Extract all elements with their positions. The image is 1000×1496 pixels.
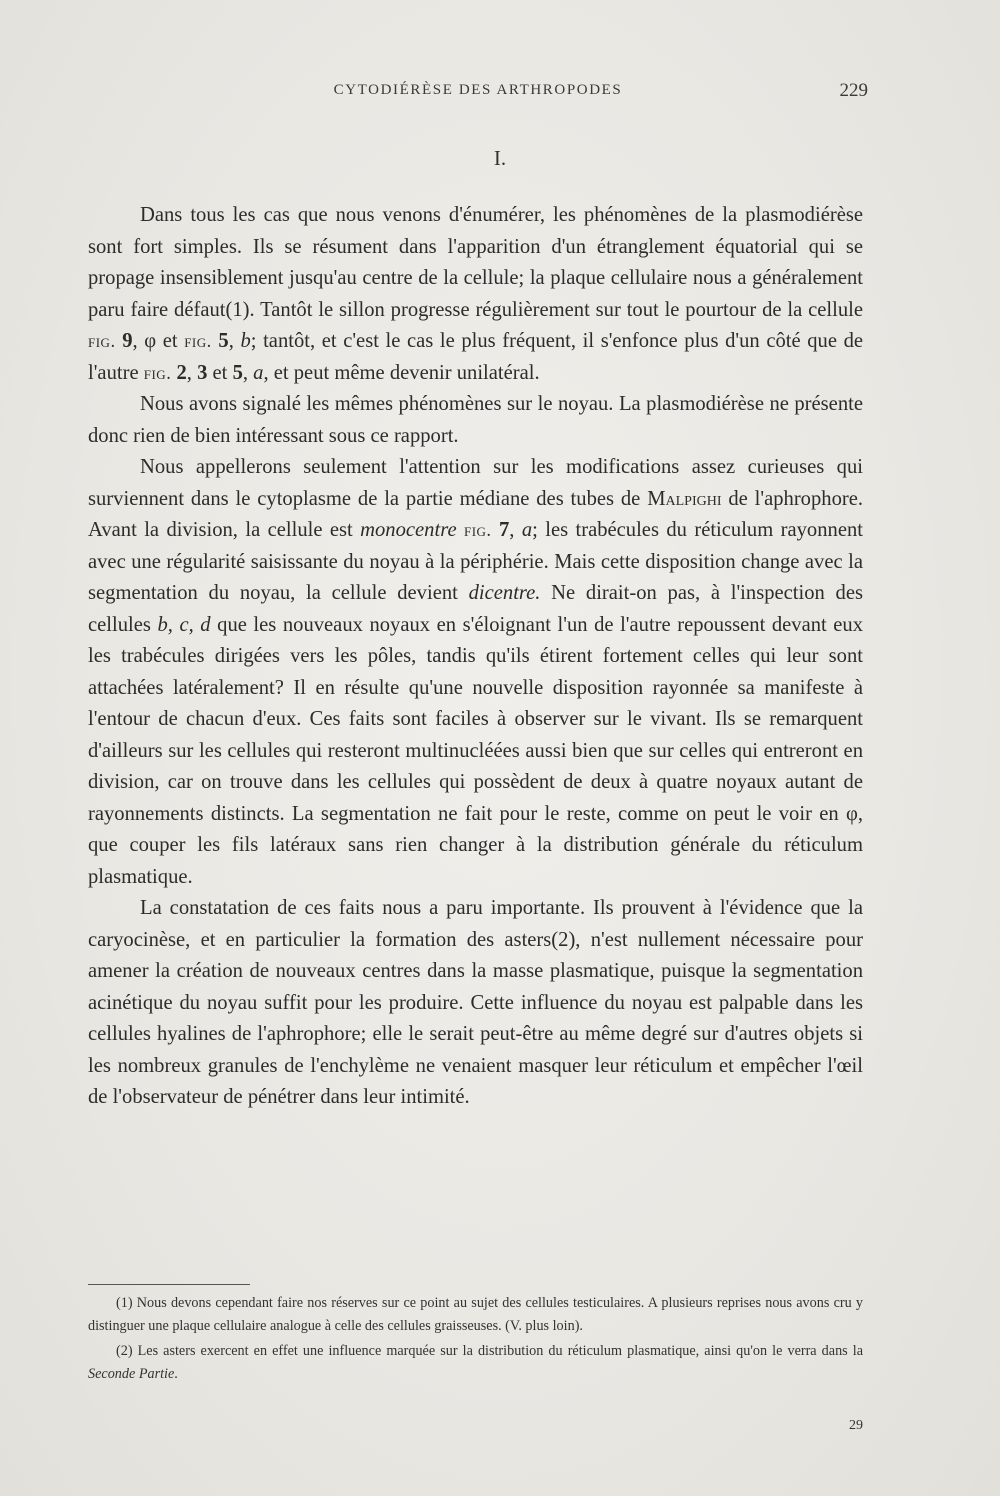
text-run: , <box>242 361 254 384</box>
figure-number: 5 <box>232 361 243 384</box>
running-head <box>88 80 868 104</box>
footnotes <box>88 1292 863 1388</box>
body-text <box>88 200 863 1114</box>
figure-ref: fig. <box>143 362 172 384</box>
figure-number: 3 <box>197 361 208 384</box>
figure-letter: a <box>521 519 533 541</box>
page-number: 229 <box>839 80 868 101</box>
text-run: Nous appellerons seulement l'attention sur les modifications assez curieuses qui surviennent dans le cytoplasme de la partie médiane des tubes de <box>88 456 863 510</box>
figure-number: 9 <box>122 330 133 352</box>
figure-letter: b <box>240 330 251 352</box>
running-title: CYTODIÉRÈSE DES ARTHROPODES <box>333 82 623 98</box>
footnote-rule <box>88 1284 250 1285</box>
figure-number: 5 <box>218 330 229 352</box>
figure-ref: fig. <box>88 331 116 352</box>
text-run: Ne dirait-on pas, à l'inspection des cellules <box>88 582 863 636</box>
paragraph-3 <box>88 452 863 893</box>
text-run: (2) Les asters exercent en effet une influence marquée sur la distribution du réticulum plasmatique, ainsi qu'on le verra dans la <box>116 1343 863 1359</box>
footnote-1: (1) Nous devons cependant faire nos réserves sur ce point au sujet des cellules testiculaires. A plusieurs reprises nous avons cru y distinguer une plaque cellulaire analogue à celle des cellules graisseuses. (V. plus loin). <box>88 1295 863 1334</box>
figure-number: 2 <box>176 361 187 384</box>
paragraph-1 <box>88 200 863 389</box>
signature-mark: 29 <box>849 1418 863 1433</box>
italic-term: Seconde Partie <box>88 1366 175 1382</box>
figure-ref: fig. <box>184 331 212 352</box>
text-run <box>457 519 464 541</box>
text-run: . <box>174 1366 178 1382</box>
text-run: , et peut même devenir unilatéral. <box>263 361 540 384</box>
footnote-2 <box>88 1340 863 1386</box>
figure-number: 7 <box>498 519 510 541</box>
figure-letter: b, c, d <box>157 613 211 636</box>
text-run: ; les trabécules du réticulum rayonnent avec une régularité saisissante du noyau à la périphérie. Mais cette disposition change avec la segmentation du noyau, la cellule devient <box>88 519 863 604</box>
text-run: et <box>207 361 233 384</box>
paragraph-4: La constatation de ces faits nous a paru importante. Ils prouvent à l'évidence que la caryocinèse, et en particulier la formation des asters(2), n'est nullement nécessaire pour amener la création de nouveaux centres dans la masse plasmatique, puisque la segmentation acinétique du noyau suffit pour les produire. Cette influence du noyau est palpable dans les cellules hyalines de l'aphrophore; elle le serait peut-être au même degré sur d'autres objets si les nombreux granules de l'enchylème ne venaient masquer leur réticulum et empêcher l'œil de l'observateur de pénétrer dans leur intimité. <box>88 897 863 1108</box>
section-numeral: I. <box>493 146 507 170</box>
text-run: , <box>509 519 522 541</box>
figure-letter: a <box>253 361 264 384</box>
figure-ref: fig. <box>463 520 492 541</box>
italic-term: dicentre. <box>468 582 541 604</box>
text-run: que les nouveaux noyaux en s'éloignant l'un de l'autre repoussent devant eux les trabécules dirigées vers les pôles, tandis qu'ils étirent fortement celles qui leur sont attachées latéralement? Il en résulte qu'une nouvelle disposition rayonnée sa manifeste à l'entour de chacun d'eux. Ces faits sont faciles à observer sur le vivant. Ils se remarquent d'ailleurs sur les cellules qui resteront multinucléées aussi bien que sur celles qui entreront en division, car on trouve dans les cellules qui possèdent de deux à quatre noyaux autant de rayonnements distincts. La segmentation ne fait pour le reste, comme on peut le voir en φ, que couper les fils latéraux sans rien changer à la distribution générale du réticulum plasmatique. <box>88 613 864 888</box>
text-run: , <box>186 361 198 384</box>
paragraph-2: Nous avons signalé les mêmes phénomènes sur le noyau. La plasmodiérèse ne présente donc rien de bien intéressant sous ce rapport. <box>88 393 863 447</box>
text-run: , <box>228 330 241 352</box>
text-run: , φ et <box>132 330 185 352</box>
text-run: Dans tous les cas que nous venons d'énumérer, les phénomènes de la plasmodiérèse sont fort simples. Ils se résument dans l'apparition d'un étranglement équatorial qui se propage insensiblement jusqu'au centre de la cellule; la plaque cellulaire nous a généralement paru faire défaut(1). Tantôt le sillon progresse régulièrement sur tout le pourtour de la cellule <box>88 204 863 321</box>
author-name: Malpighi <box>647 487 722 510</box>
italic-term: monocentre <box>360 519 457 541</box>
text-run: ; tantôt, et c'est le cas le plus fréquent, il s'enfonce plus d'un côté que de l'autre <box>88 330 864 384</box>
text-run: de l'aphrophore. Avant la division, la cellule est <box>88 487 864 541</box>
